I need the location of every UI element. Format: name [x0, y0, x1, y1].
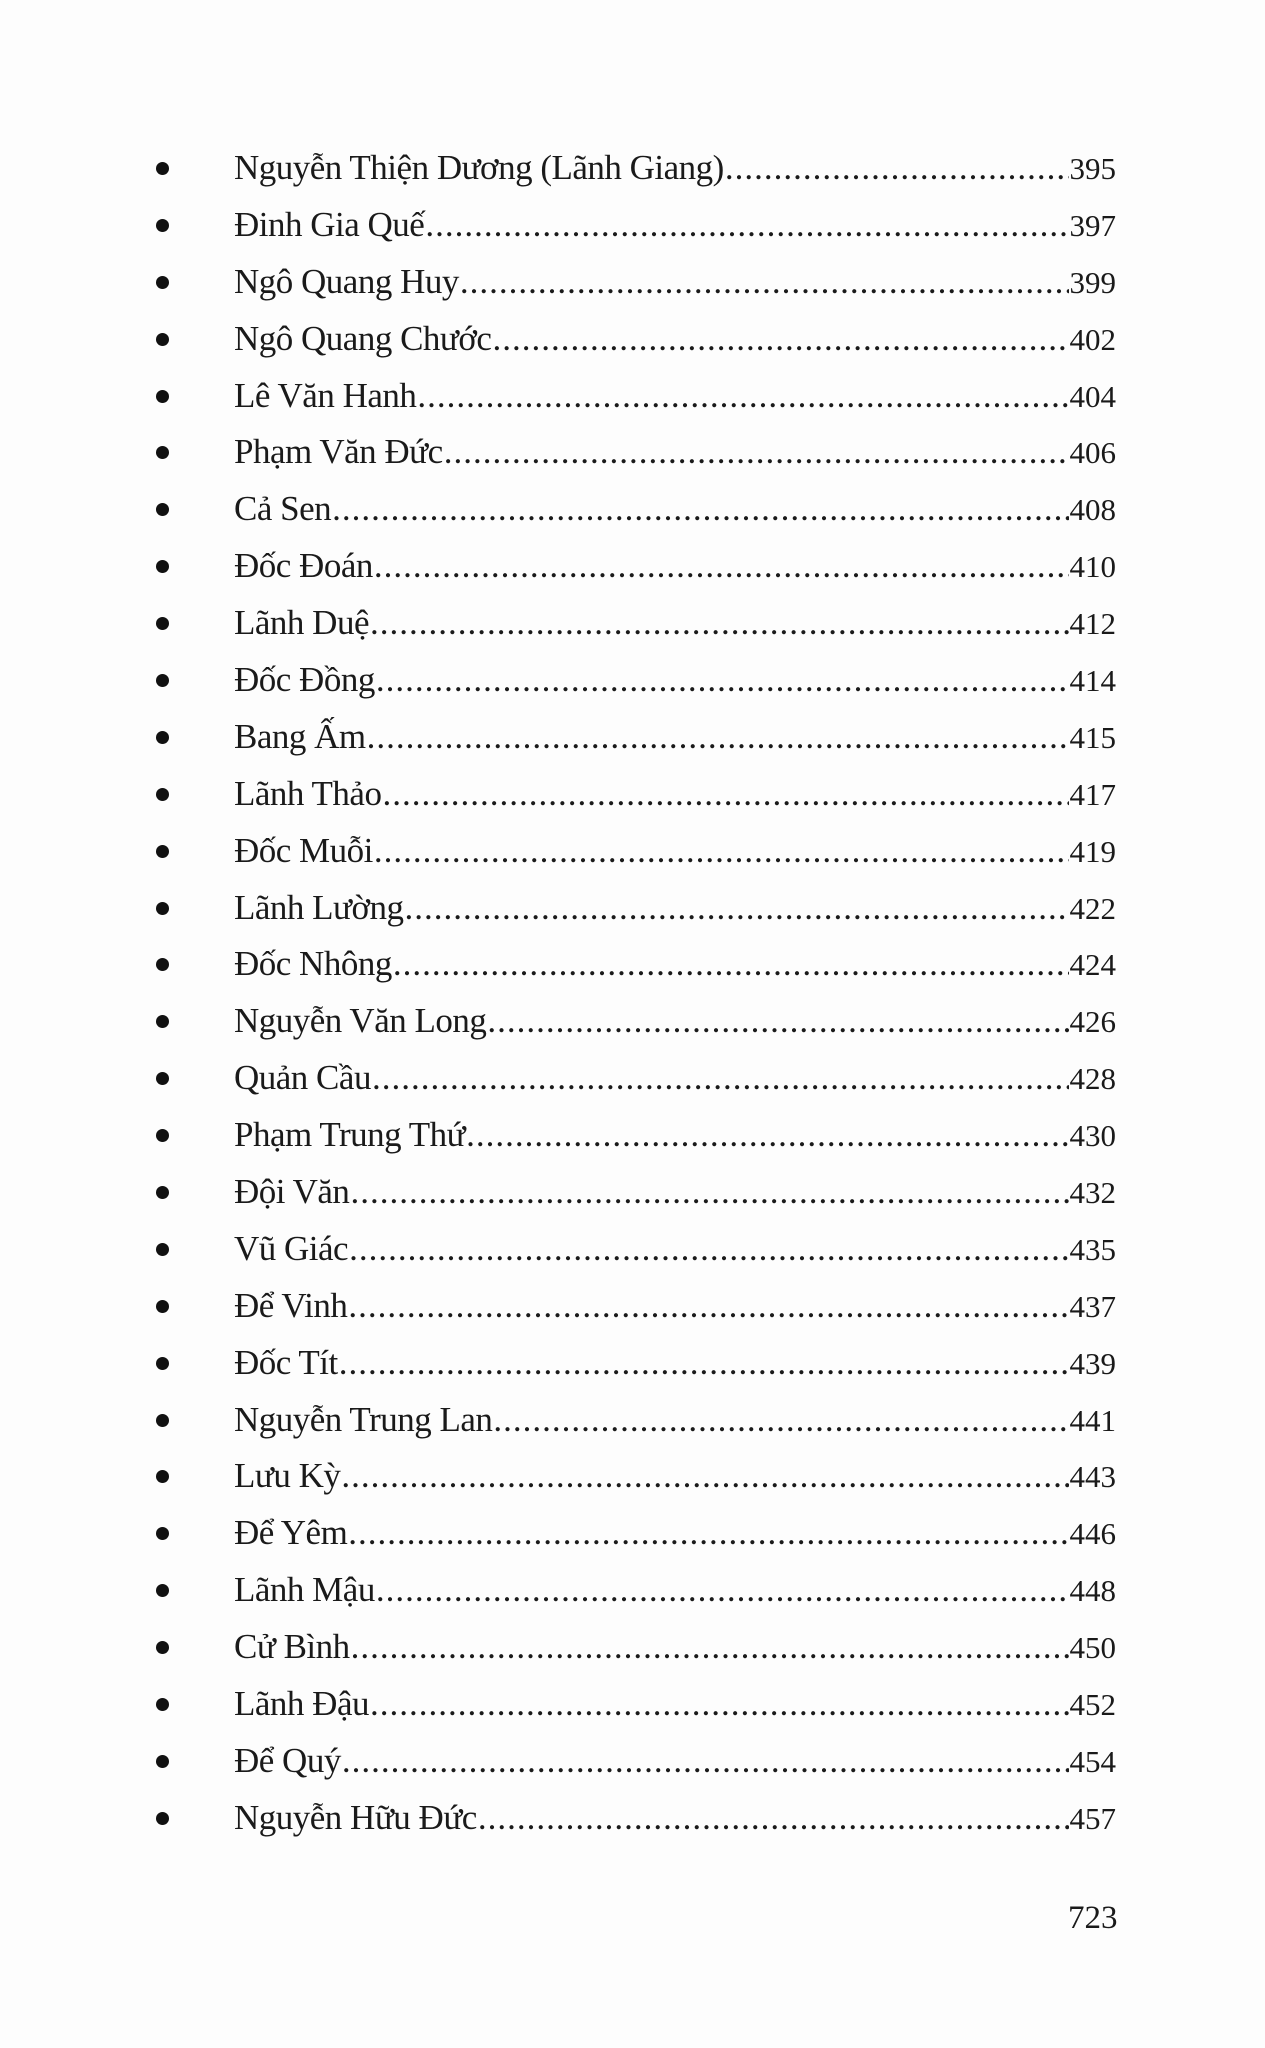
entry-page: 406: [1069, 435, 1116, 471]
dot-leader: [348, 1513, 1068, 1553]
dot-leader: [351, 1627, 1069, 1667]
toc-entry: [150, 489, 1116, 546]
entry-title: Phạm Văn Đức: [234, 432, 443, 472]
toc-entry: [150, 1798, 1116, 1855]
entry-title: Lãnh Duệ: [234, 603, 369, 643]
entry-title: Đốc Nhông: [234, 944, 392, 984]
dot-leader: [425, 205, 1068, 245]
entry-title: Lãnh Lường: [234, 887, 404, 927]
dot-leader: [349, 1229, 1068, 1269]
entry-title: Đinh Gia Quế: [234, 204, 425, 244]
entry-page: 414: [1069, 663, 1116, 699]
toc-entry: [150, 603, 1116, 660]
toc-entry: [150, 1741, 1116, 1798]
entry-title: Lãnh Thảo: [234, 773, 382, 813]
toc-entry: [150, 944, 1116, 1001]
toc-entry: [150, 1286, 1116, 1343]
toc-entry: [150, 1627, 1116, 1684]
dot-leader: [382, 774, 1068, 814]
dot-leader: [332, 489, 1068, 529]
entry-page: 399: [1069, 264, 1116, 300]
entry-title: Cử Bình: [234, 1627, 350, 1667]
entry-page: 412: [1069, 606, 1116, 642]
entry-page: 457: [1069, 1800, 1116, 1836]
dot-leader: [393, 944, 1069, 984]
entry-title: Đốc Muỗi: [234, 830, 373, 870]
entry-page: 432: [1069, 1175, 1116, 1211]
toc-entry: [150, 319, 1116, 376]
dot-leader: [372, 1058, 1069, 1098]
toc-entry: [150, 1400, 1116, 1457]
entry-page: 404: [1069, 378, 1116, 414]
entry-page: 446: [1069, 1516, 1116, 1552]
toc-entry: [150, 1456, 1116, 1513]
dot-leader: [339, 1343, 1069, 1383]
dot-leader: [367, 717, 1069, 757]
entry-title: Đốc Tít: [234, 1342, 338, 1382]
entry-page: 439: [1069, 1345, 1116, 1381]
entry-page: 428: [1069, 1061, 1116, 1097]
entry-title: Nguyễn Văn Long: [234, 1001, 487, 1041]
toc-entry: [150, 717, 1116, 774]
dot-leader: [492, 319, 1068, 359]
entry-page: 452: [1069, 1687, 1116, 1723]
dot-leader: [374, 831, 1069, 871]
entry-title: Để Quý: [234, 1740, 341, 1780]
dot-leader: [370, 603, 1069, 643]
toc-entry: [150, 376, 1116, 433]
entry-page: 424: [1069, 947, 1116, 983]
toc-entry: [150, 1343, 1116, 1400]
toc-entry: [150, 1513, 1116, 1570]
toc-entry: [150, 888, 1116, 945]
entry-page: 419: [1069, 833, 1116, 869]
entry-title: Ngô Quang Huy: [234, 261, 459, 301]
entry-title: Quản Cầu: [234, 1058, 371, 1098]
entry-page: 450: [1069, 1630, 1116, 1666]
entry-title: Nguyễn Thiện Dương (Lãnh Giang): [234, 148, 724, 187]
toc-entry: [150, 1058, 1116, 1115]
toc-entry: [150, 1229, 1116, 1286]
entry-page: 417: [1069, 776, 1116, 812]
entry-page: 430: [1069, 1118, 1116, 1154]
entry-page: 408: [1069, 492, 1116, 528]
toc-entry: [150, 774, 1116, 831]
entry-title: Ngô Quang Chước: [234, 318, 492, 358]
page-number: 723: [1068, 1900, 1118, 1936]
toc-entry: [150, 148, 1116, 205]
entry-title: Lưu Kỳ: [234, 1456, 341, 1496]
dot-leader: [460, 262, 1069, 302]
entry-title: Lãnh Đậu: [234, 1684, 369, 1724]
dot-leader: [725, 148, 1069, 188]
dot-leader: [405, 888, 1069, 928]
dot-leader: [466, 1115, 1068, 1155]
dot-leader: [350, 1172, 1068, 1212]
dot-leader: [342, 1741, 1069, 1781]
dot-leader: [478, 1798, 1069, 1838]
entry-page: 443: [1069, 1459, 1116, 1495]
toc-entry: [150, 1684, 1116, 1741]
entry-title: Lãnh Mậu: [234, 1570, 375, 1610]
entry-title: Nguyễn Hữu Đức: [234, 1797, 477, 1837]
dot-leader: [376, 660, 1069, 700]
dot-leader: [341, 1456, 1068, 1496]
dot-leader: [417, 376, 1068, 416]
dot-leader: [376, 1570, 1069, 1610]
toc-entry: [150, 1570, 1116, 1627]
toc-entry: [150, 1001, 1116, 1058]
entry-page: 395: [1069, 151, 1116, 186]
toc-entry: [150, 432, 1116, 489]
toc-entry: [150, 1115, 1116, 1172]
entry-page: 437: [1069, 1288, 1116, 1324]
toc-entry: [150, 262, 1116, 319]
dot-leader: [493, 1400, 1068, 1440]
entry-title: Vũ Giác: [234, 1228, 349, 1268]
table-of-contents: [150, 148, 1116, 1855]
entry-title: Để Yêm: [234, 1513, 348, 1553]
entry-title: Cả Sen: [234, 489, 332, 529]
entry-title: Phạm Trung Thứ: [234, 1115, 466, 1155]
dot-leader: [348, 1286, 1068, 1326]
entry-page: 397: [1069, 207, 1116, 243]
entry-title: Bang Ấm: [234, 716, 366, 756]
entry-title: Đốc Đoán: [234, 546, 373, 586]
toc-entry: [150, 660, 1116, 717]
toc-entry: [150, 831, 1116, 888]
dot-leader: [487, 1001, 1068, 1041]
entry-page: 410: [1069, 549, 1116, 585]
entry-page: 454: [1069, 1743, 1116, 1779]
toc-entry: [150, 1172, 1116, 1229]
entry-page: 448: [1069, 1573, 1116, 1609]
entry-title: Nguyễn Trung Lan: [234, 1399, 493, 1439]
dot-leader: [444, 432, 1069, 472]
entry-page: 426: [1069, 1004, 1116, 1040]
dot-leader: [374, 546, 1069, 586]
entry-title: Để Vinh: [234, 1285, 348, 1325]
toc-entry: [150, 546, 1116, 603]
entry-title: Lê Văn Hanh: [234, 375, 417, 415]
entry-title: Đội Văn: [234, 1172, 350, 1212]
entry-title: Đốc Đồng: [234, 660, 375, 700]
entry-page: 415: [1069, 719, 1116, 755]
dot-leader: [370, 1684, 1069, 1724]
entry-page: 422: [1069, 890, 1116, 926]
entry-page: 435: [1069, 1231, 1116, 1267]
toc-entry: [150, 205, 1116, 262]
entry-page: 441: [1069, 1402, 1116, 1438]
entry-page: 402: [1069, 321, 1116, 357]
